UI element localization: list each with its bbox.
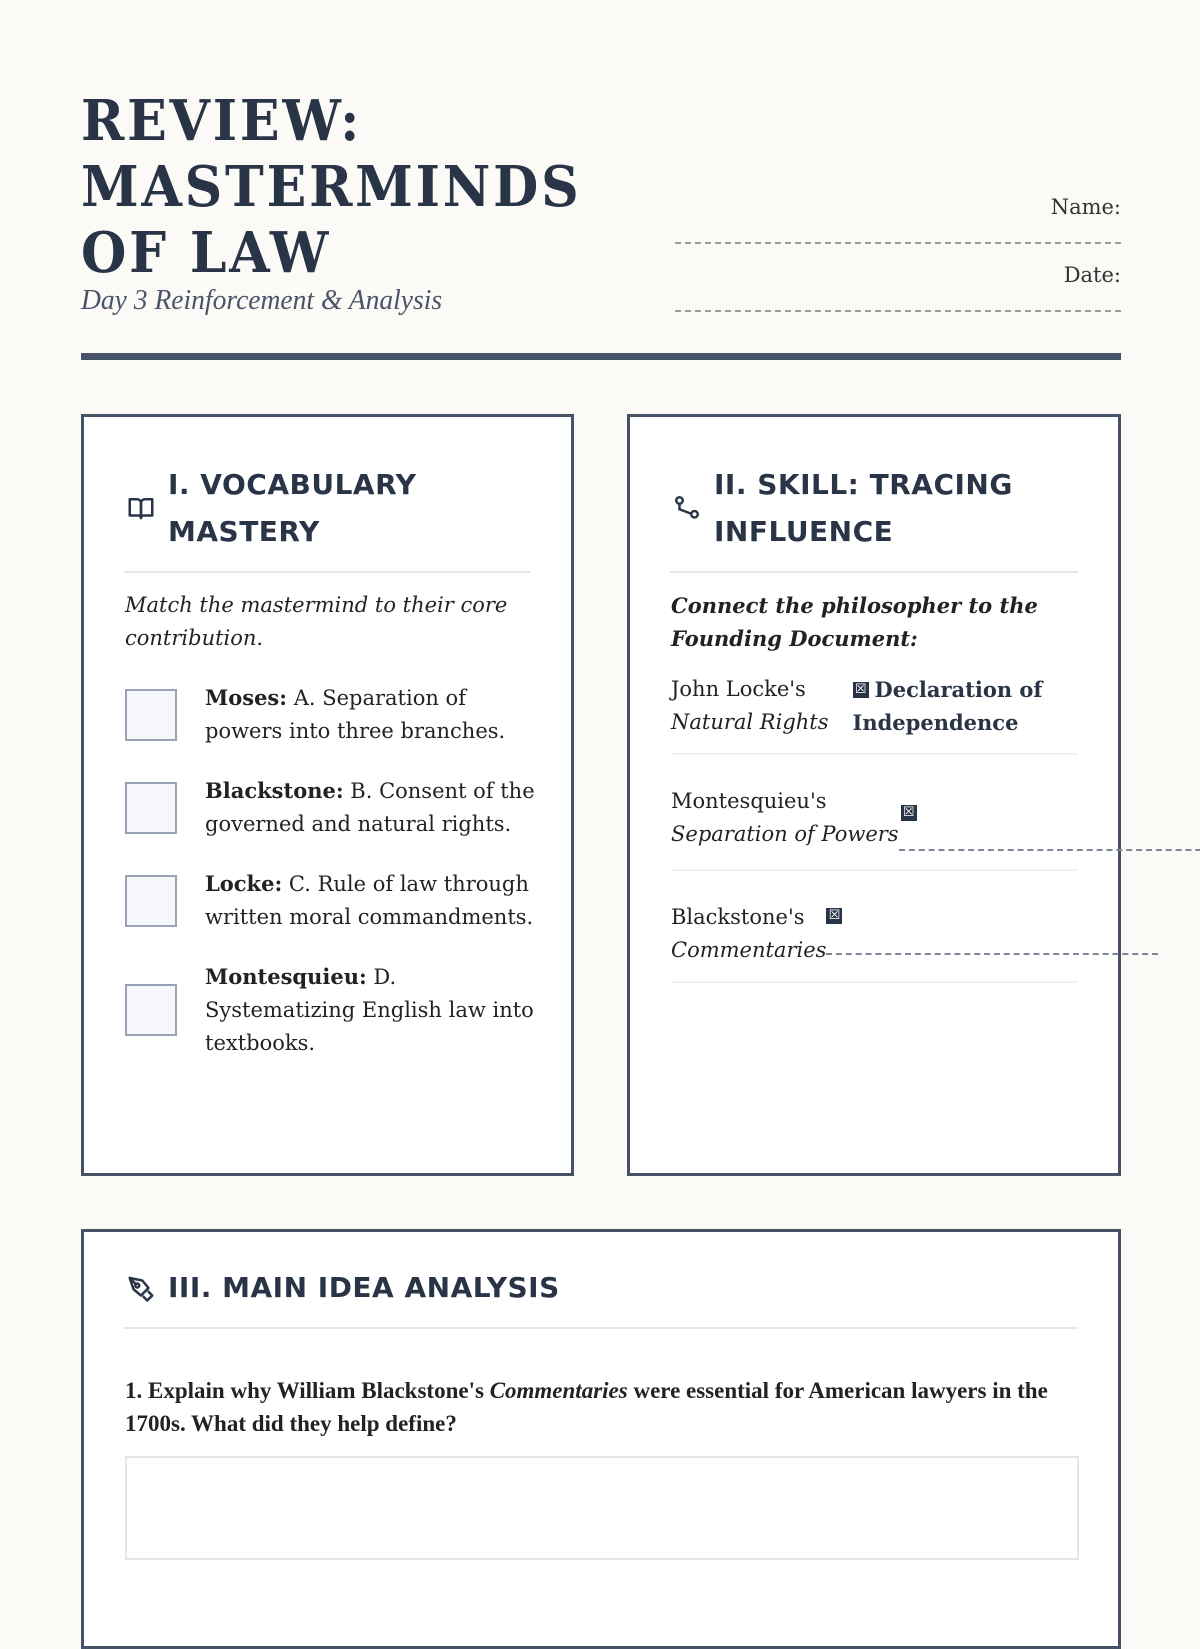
route-icon — [670, 491, 704, 525]
answer-box[interactable] — [125, 984, 177, 1036]
section-title: III. MAIN IDEA ANALYSIS — [168, 1271, 560, 1304]
answer-textarea[interactable] — [125, 1456, 1079, 1560]
answer-text: Declaration of Independence — [852, 677, 1043, 735]
vocabulary-section — [81, 414, 574, 1176]
section-title: II. SKILL: TRACING INFLUENCE — [714, 468, 1013, 548]
influence-row — [671, 785, 1078, 871]
term: Montesquieu: — [205, 964, 367, 989]
name-label: Name: — [1050, 195, 1121, 219]
answer-field[interactable] — [853, 673, 1078, 739]
pen-nib-icon — [124, 1271, 158, 1305]
answer-box[interactable] — [125, 875, 177, 927]
checkbox-x-icon: ☒ — [826, 908, 842, 924]
influence-row — [671, 901, 1078, 983]
answer-line — [826, 953, 1158, 955]
source: Blackstone's Commentaries — [671, 905, 827, 962]
date-label: Date: — [1063, 263, 1121, 287]
definition: D. Systematizing English law into textbooks. — [205, 965, 534, 1055]
skill-section — [627, 414, 1121, 1176]
list-item — [125, 681, 535, 748]
vocabulary-list — [125, 681, 535, 1086]
page-title: REVIEW: MASTERMINDS OF LAW — [81, 88, 582, 286]
worksheet-header — [81, 88, 1121, 316]
term: Moses: — [205, 685, 288, 710]
section-header — [670, 461, 1078, 573]
page-subtitle: Day 3 Reinforcement & Analysis — [81, 284, 443, 316]
source: Montesquieu's Separation of Powers — [671, 789, 899, 846]
header-divider — [81, 353, 1121, 360]
main-idea-section — [81, 1229, 1121, 1649]
answer-box[interactable] — [125, 689, 177, 741]
definition: A. Separation of powers into three branches. — [205, 686, 506, 743]
section-header — [124, 461, 531, 573]
section-title: I. VOCABULARY MASTERY — [168, 468, 417, 548]
date-field[interactable] — [675, 310, 1121, 312]
checkbox-x-icon: ☒ — [901, 805, 917, 821]
list-item — [125, 774, 535, 841]
checkbox-x-icon: ☒ — [853, 682, 869, 698]
answer-box[interactable] — [125, 782, 177, 834]
section-instruction: Connect the philosopher to the Founding Document: — [671, 593, 1038, 651]
source: John Locke's Natural Rights — [671, 677, 829, 734]
influence-list — [671, 673, 1078, 1013]
influence-row — [671, 673, 1078, 755]
section-instruction: Match the mastermind to their core contribution. — [125, 593, 508, 650]
list-item — [125, 867, 535, 934]
term: Locke: — [205, 871, 283, 896]
name-field[interactable] — [675, 242, 1121, 244]
answer-line — [899, 849, 1200, 851]
student-info — [675, 192, 1121, 328]
definition: B. Consent of the governed and natural rights. — [205, 779, 535, 836]
definition: C. Rule of law through written moral commandments. — [205, 872, 534, 929]
term: Blackstone: — [205, 778, 344, 803]
section-header — [124, 1264, 1078, 1329]
question-text: 1. Explain why William Blackstone's Commentaries were essential for American lawyers in the 1700s. What did they help define? — [125, 1378, 1048, 1436]
book-open-icon — [124, 491, 158, 525]
list-item — [125, 960, 535, 1060]
